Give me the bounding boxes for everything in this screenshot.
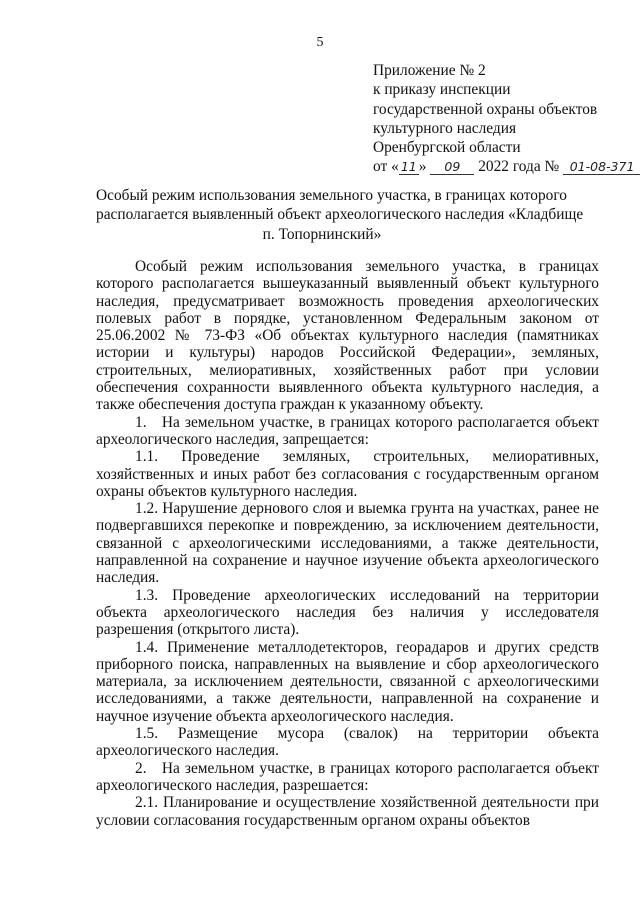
section-2-heading: 2. На земельном участке, в границах которого располагается объект археологического наследия, разрешается: (96, 759, 599, 794)
section-1-heading: 1. На земельном участке, в границах которого располагается объект археологического наследия, запрещается: (96, 413, 599, 448)
header-line: культурного наследия (373, 119, 517, 137)
page-number: 5 (316, 35, 324, 50)
date-year: 2022 года № (478, 158, 560, 176)
item-2-1: 2.1. Планирование и осуществление хозяйственной деятельности при условии согласования государственным органом охраны объектов (96, 794, 599, 829)
date-prefix: от « (373, 158, 399, 176)
header-line: Приложение № 2 (373, 62, 486, 79)
header-line: к приказу инспекции (373, 81, 511, 99)
handwritten-order-number: 01-08-371 (563, 160, 640, 175)
document-header (373, 61, 635, 177)
order-date-line (373, 157, 635, 176)
title-line: Особый режим использования земельного участка, в границах которого (96, 187, 567, 204)
handwritten-month: 09 (430, 160, 474, 175)
title-line: п. Топорнинский» (262, 225, 382, 243)
header-line: государственной охраны объектов (373, 100, 598, 118)
handwritten-day: 11 (399, 160, 419, 175)
header-line: Оренбургской области (373, 139, 521, 157)
item-1-5: 1.5. Размещение мусора (свалок) на территории объекта археологического наследия. (96, 725, 599, 760)
item-1-2: 1.2. Нарушение дернового слоя и выемка грунта на участках, ранее не подвергавшихся перекопке и повреждению, за исключением деятельности, связанной с археологическими исследованиями, а также деятельности, направленной на сохранение и научное изучение объекта археологического наследия. (96, 500, 599, 587)
document-title (96, 186, 584, 244)
item-1-3: 1.3. Проведение археологических исследований на территории объекта археологического наследия без наличия у исследователя разрешения (открытого листа). (96, 586, 599, 639)
date-mid: » (418, 158, 427, 176)
item-1-1: 1.1. Проведение земляных, строительных, мелиоративных, хозяйственных и иных работ без согласования с государственным органом охраны объектов культурного наследия. (96, 448, 599, 500)
document-body (96, 258, 599, 829)
intro-paragraph: Особый режим использования земельного участка, в границах которого располагается вышеуказанный выявленный объект культурного наследия, предусматривает возможность проведения археологических полевых работ в порядке, установленном Федеральным законом от 25.06.2002 № 73-ФЗ «Об объектах культурного наследия (памятниках истории и культуры) народов Российской Федерации», земляных, строительных, мелиоративных, хозяйственных работ при условии обеспечения сохранности выявленного объекта культурного наследия, а также обеспечения доступа граждан к указанному объекту. (96, 258, 599, 414)
title-line: располагается выявленный объект археологического наследия «Кладбище (96, 206, 584, 224)
item-1-4: 1.4. Применение металлодетекторов, георадаров и других средств приборного поиска, направленных на выявление и сбор археологического материала, за исключением деятельности, связанной с археологическими исследованиями, а также деятельности, направленной на сохранение и научное изучение объекта археологического наследия. (96, 638, 599, 725)
